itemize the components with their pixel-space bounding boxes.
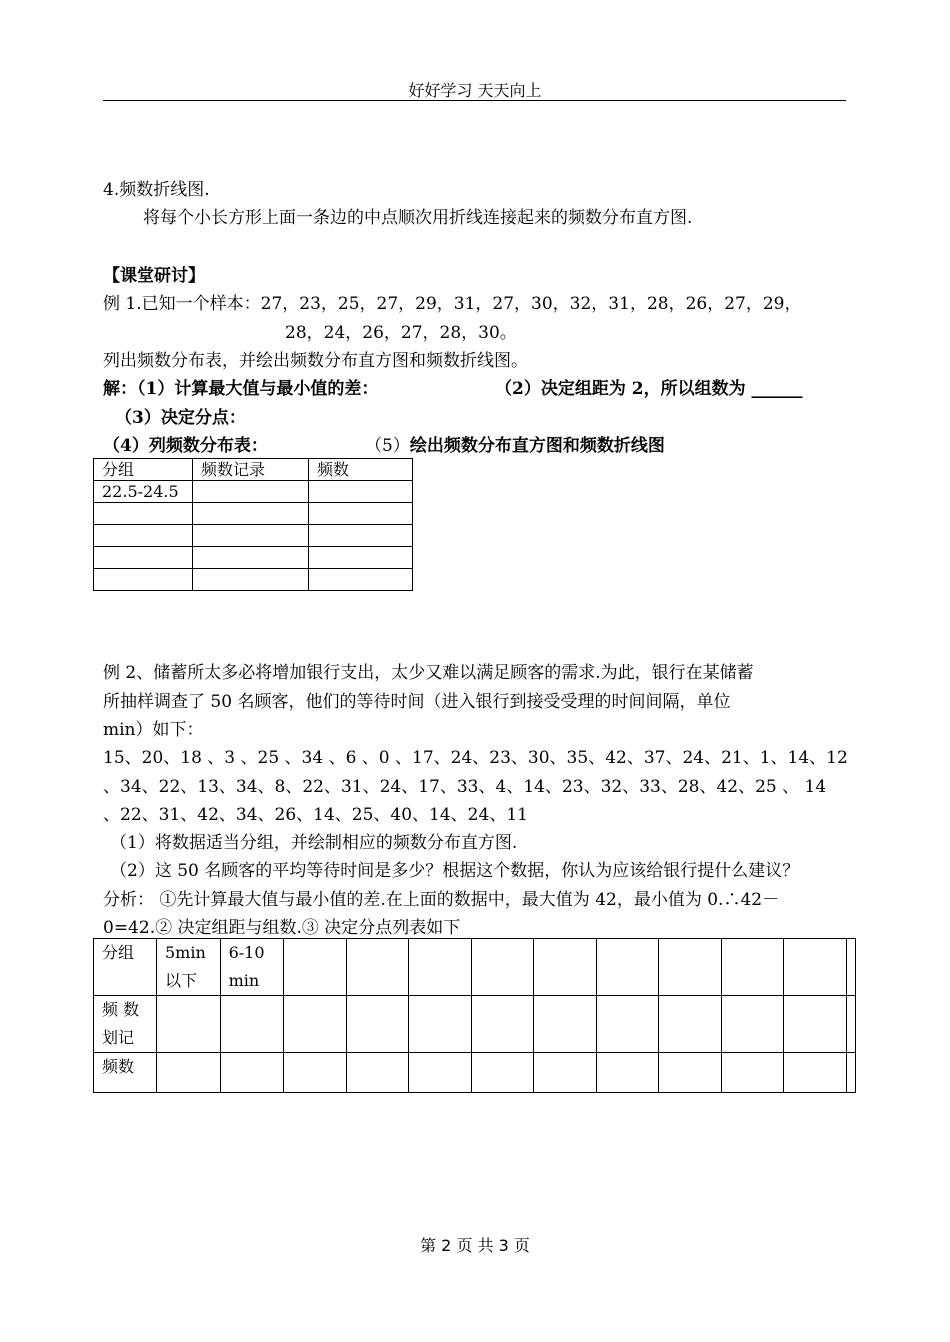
- example1-step4: （4）列频数分布表：: [103, 436, 268, 456]
- table-cell: [409, 996, 472, 1053]
- example2-p1: 例 2、储蓄所太多必将增加银行支出，太少又难以满足顾客的需求.为此，银行在某储蓄: [103, 663, 754, 683]
- table-cell: [193, 525, 309, 547]
- frequency-table-1: [93, 458, 413, 591]
- group-cell: [534, 939, 597, 996]
- table-cell: [94, 569, 193, 591]
- table-header-cell: 频数记录: [193, 459, 309, 481]
- group-cell: [471, 939, 534, 996]
- example2-p3: min）如下：: [103, 720, 204, 740]
- table-cell: [721, 1053, 784, 1093]
- group-cell: [784, 939, 847, 996]
- table-cell: [309, 525, 413, 547]
- table-cell: [193, 569, 309, 591]
- example2-data1: 15、20、18 、3 、25 、34 、6 、0 、17、24、23、30、35、42、37、24、21、1、14、12: [103, 748, 848, 768]
- table-cell: [784, 1053, 847, 1093]
- table-cell: [94, 547, 193, 569]
- table-row: [94, 1053, 856, 1093]
- table-cell: [283, 1053, 346, 1093]
- example2-analysis2: 0=42.② 决定组距与组数.③ 决定分点列表如下: [103, 918, 461, 938]
- table-cell: [94, 525, 193, 547]
- table-cell: 22.5-24.5: [94, 481, 193, 503]
- table-cell: [193, 547, 309, 569]
- example2-p2: 所抽样调查了 50 名顾客，他们的等待时间（进入银行到接受受理的时间间隔，单位: [103, 692, 731, 712]
- table-cell: [193, 481, 309, 503]
- table-header-cell: 分组: [94, 459, 193, 481]
- group-cell: [346, 939, 409, 996]
- table-row: [94, 939, 856, 996]
- table-cell: [784, 996, 847, 1053]
- table-cell: [346, 996, 409, 1053]
- example1-line2: 28，24，26，27，28，30。: [285, 323, 517, 343]
- table-cell: [659, 996, 722, 1053]
- example1-step3: （3）决定分点：: [115, 408, 246, 428]
- table-header-row: [94, 459, 413, 481]
- row-label-cell: 频 数 划记: [94, 996, 157, 1053]
- table-cell: [471, 996, 534, 1053]
- example1-step5-text: 绘出频数分布直方图和频数折线图: [409, 436, 665, 456]
- table-cell: [309, 481, 413, 503]
- row-label-cell: 频数: [94, 1053, 157, 1093]
- table-cell: [847, 1053, 856, 1093]
- example2-question1: （1）将数据适当分组，并绘制相应的频数分布直方图.: [110, 833, 518, 853]
- page-footer: 第 2 页 共 3 页: [420, 1236, 530, 1255]
- table-cell: [409, 1053, 472, 1093]
- group-cell: [283, 939, 346, 996]
- row-label-cell: 分组: [94, 939, 157, 996]
- table-cell: [309, 503, 413, 525]
- table-header-cell: 频数: [309, 459, 413, 481]
- table-row: [94, 996, 856, 1053]
- group-cell: [659, 939, 722, 996]
- table-cell: [193, 503, 309, 525]
- classroom-heading: 【课堂研讨】: [103, 266, 205, 286]
- example2-analysis1: 分析： ①先计算最大值与最小值的差.在上面的数据中，最大值为 42，最小值为 0.∴42－: [103, 890, 780, 910]
- table-row: [94, 481, 413, 503]
- header-rule: [103, 100, 846, 101]
- table-cell: [220, 996, 283, 1053]
- section-desc: 将每个小长方形上面一条边的中点顺次用折线连接起来的频数分布直方图.: [143, 208, 693, 228]
- group-cell: [721, 939, 784, 996]
- group-cell: 6-10 min: [220, 939, 283, 996]
- table-row: [94, 547, 413, 569]
- example2-question2: （2）这 50 名顾客的平均等待时间是多少？根据这个数据，你认为应该给银行提什么建议？: [110, 861, 800, 881]
- group-cell: [596, 939, 659, 996]
- table-cell: [534, 996, 597, 1053]
- table-cell: [346, 1053, 409, 1093]
- example1-step5: [365, 431, 665, 456]
- table-cell: [309, 547, 413, 569]
- frequency-table-2: [93, 938, 856, 1093]
- group-cell: 5min 以下: [156, 939, 220, 996]
- table-cell: [309, 569, 413, 591]
- table-cell: [721, 996, 784, 1053]
- group-cell: [409, 939, 472, 996]
- group-cell: [847, 939, 856, 996]
- example1-step1: 解：（1）计算最大值与最小值的差：: [103, 379, 379, 399]
- table-cell: [220, 1053, 283, 1093]
- table-cell: [471, 1053, 534, 1093]
- example2-data3: 、22、31、42、34、26、14、25、40、14、24、11: [103, 805, 528, 825]
- table-cell: [156, 996, 220, 1053]
- section-title: 4.频数折线图.: [103, 180, 210, 200]
- table-cell: [659, 1053, 722, 1093]
- table-cell: [596, 1053, 659, 1093]
- table-cell: [156, 1053, 220, 1093]
- table-cell: [847, 996, 856, 1053]
- example1-task: 列出频数分布表，并绘出频数分布直方图和频数折线图。: [103, 351, 528, 371]
- table-cell: [534, 1053, 597, 1093]
- table-cell: [596, 996, 659, 1053]
- table-row: [94, 525, 413, 547]
- page-header: 好好学习 天天向上: [408, 81, 542, 100]
- table-cell: [94, 503, 193, 525]
- example1-step2: （2）决定组距为 2，所以组数为 ______: [495, 379, 803, 399]
- table-row: [94, 503, 413, 525]
- example1-line1: 例 1.已知一个样本：27，23，25，27，29，31，27，30，32，31，28，26，27，29，: [103, 294, 802, 314]
- example2-data2: 、34、22、13、34、8、22、31、24、17、33、4、14、23、32、33、28、42、25 、 14: [103, 777, 827, 797]
- table-cell: [283, 996, 346, 1053]
- table-row: [94, 569, 413, 591]
- example1-step5-prefix: （5）: [365, 436, 410, 456]
